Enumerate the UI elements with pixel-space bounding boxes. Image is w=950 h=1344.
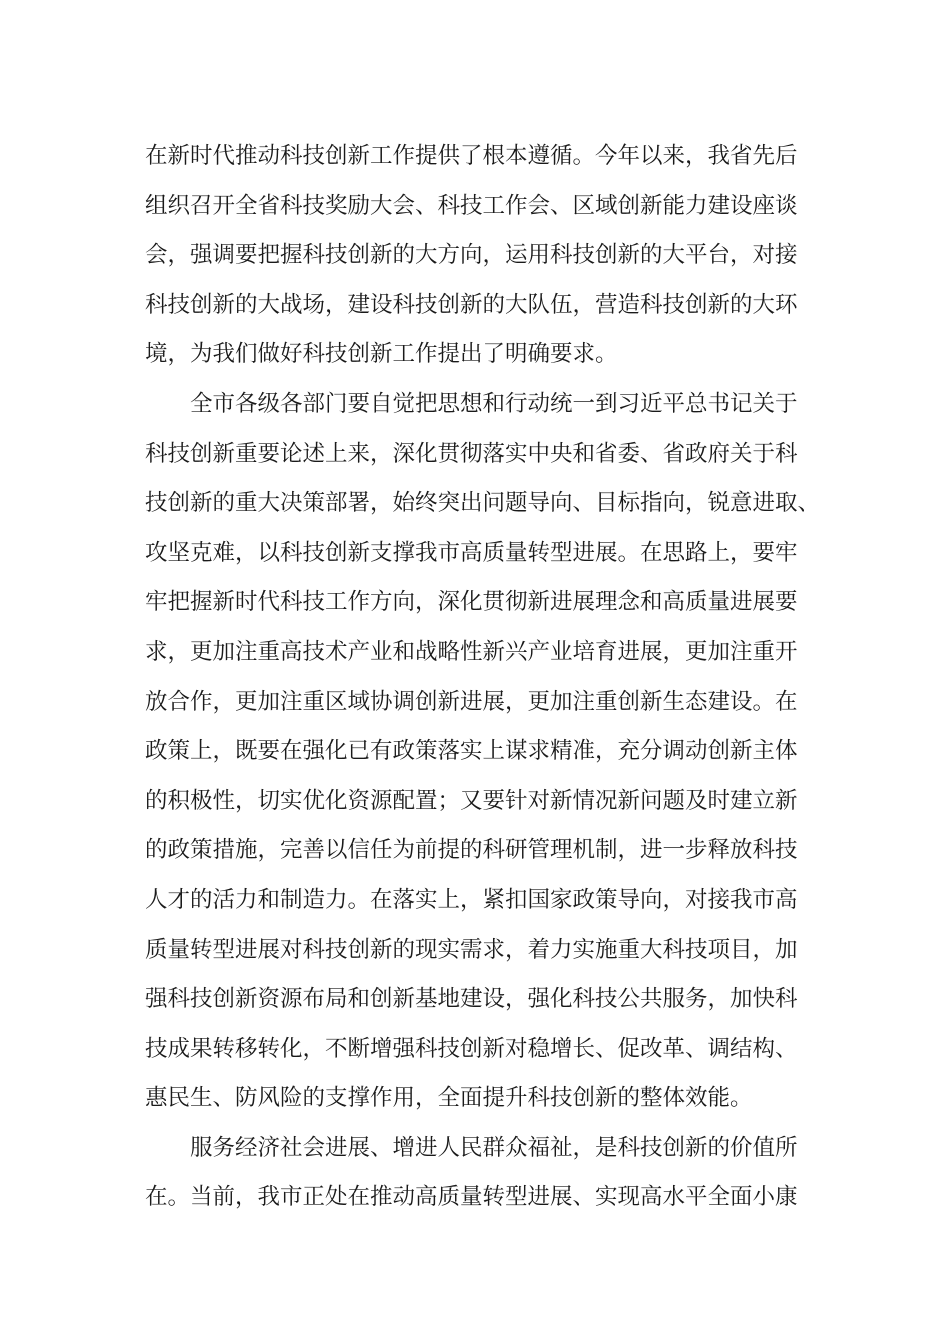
text-line: 政策上，既要在强化已有政策落实上谋求精准，充分调动创新主体 bbox=[145, 738, 798, 765]
text-line: 技创新的重大决策部署，始终突出问题导向、目标指向，锐意进取、 bbox=[145, 490, 821, 517]
document-body bbox=[145, 132, 825, 1223]
paragraph-first-line: 服务经济社会进展、增进人民群众福祉，是科技创新的价值所 bbox=[190, 1134, 798, 1161]
text-line: 的积极性，切实优化资源配置；又要针对新情况新问题及时建立新 bbox=[145, 787, 798, 814]
text-line: 组织召开全省科技奖励大会、科技工作会、区域创新能力建设座谈 bbox=[145, 192, 798, 219]
text-line: 科技创新的大战场，建设科技创新的大队伍，营造科技创新的大环 bbox=[145, 291, 798, 318]
text-line: 强科技创新资源布局和创新基地建设，强化科技公共服务，加快科 bbox=[145, 986, 798, 1013]
text-line: 的政策措施，完善以信任为前提的科研管理机制，进一步释放科技 bbox=[145, 837, 798, 864]
text-line: 境，为我们做好科技创新工作提出了明确要求。 bbox=[145, 341, 618, 368]
text-line: 质量转型进展对科技创新的现实需求，着力实施重大科技项目，加 bbox=[145, 936, 798, 963]
text-line: 牢把握新时代科技工作方向，深化贯彻新进展理念和高质量进展要 bbox=[145, 589, 798, 616]
text-line: 在。当前，我市正处在推动高质量转型进展、实现高水平全面小康 bbox=[145, 1184, 798, 1211]
text-line: 惠民生、防风险的支撑作用，全面提升科技创新的整体效能。 bbox=[145, 1085, 753, 1112]
text-line: 在新时代推动科技创新工作提供了根本遵循。今年以来，我省先后 bbox=[145, 143, 798, 169]
text-line: 求，更加注重高技术产业和战略性新兴产业培育进展，更加注重开 bbox=[145, 638, 798, 665]
text-line: 攻坚克难，以科技创新支撑我市高质量转型进展。在思路上，要牢 bbox=[145, 539, 798, 566]
text-line: 技成果转移转化，不断增强科技创新对稳增长、促改革、调结构、 bbox=[145, 1035, 798, 1062]
paragraph-first-line: 全市各级各部门要自觉把思想和行动统一到习近平总书记关于 bbox=[190, 390, 798, 417]
text-line: 科技创新重要论述上来，深化贯彻落实中央和省委、省政府关于科 bbox=[145, 440, 798, 467]
text-line: 放合作，更加注重区域协调创新进展，更加注重创新生态建设。在 bbox=[145, 688, 798, 715]
text-line: 会，强调要把握科技创新的大方向，运用科技创新的大平台，对接 bbox=[145, 242, 798, 269]
text-line: 人才的活力和制造力。在落实上，紧扣国家政策导向，对接我市高 bbox=[145, 886, 798, 913]
